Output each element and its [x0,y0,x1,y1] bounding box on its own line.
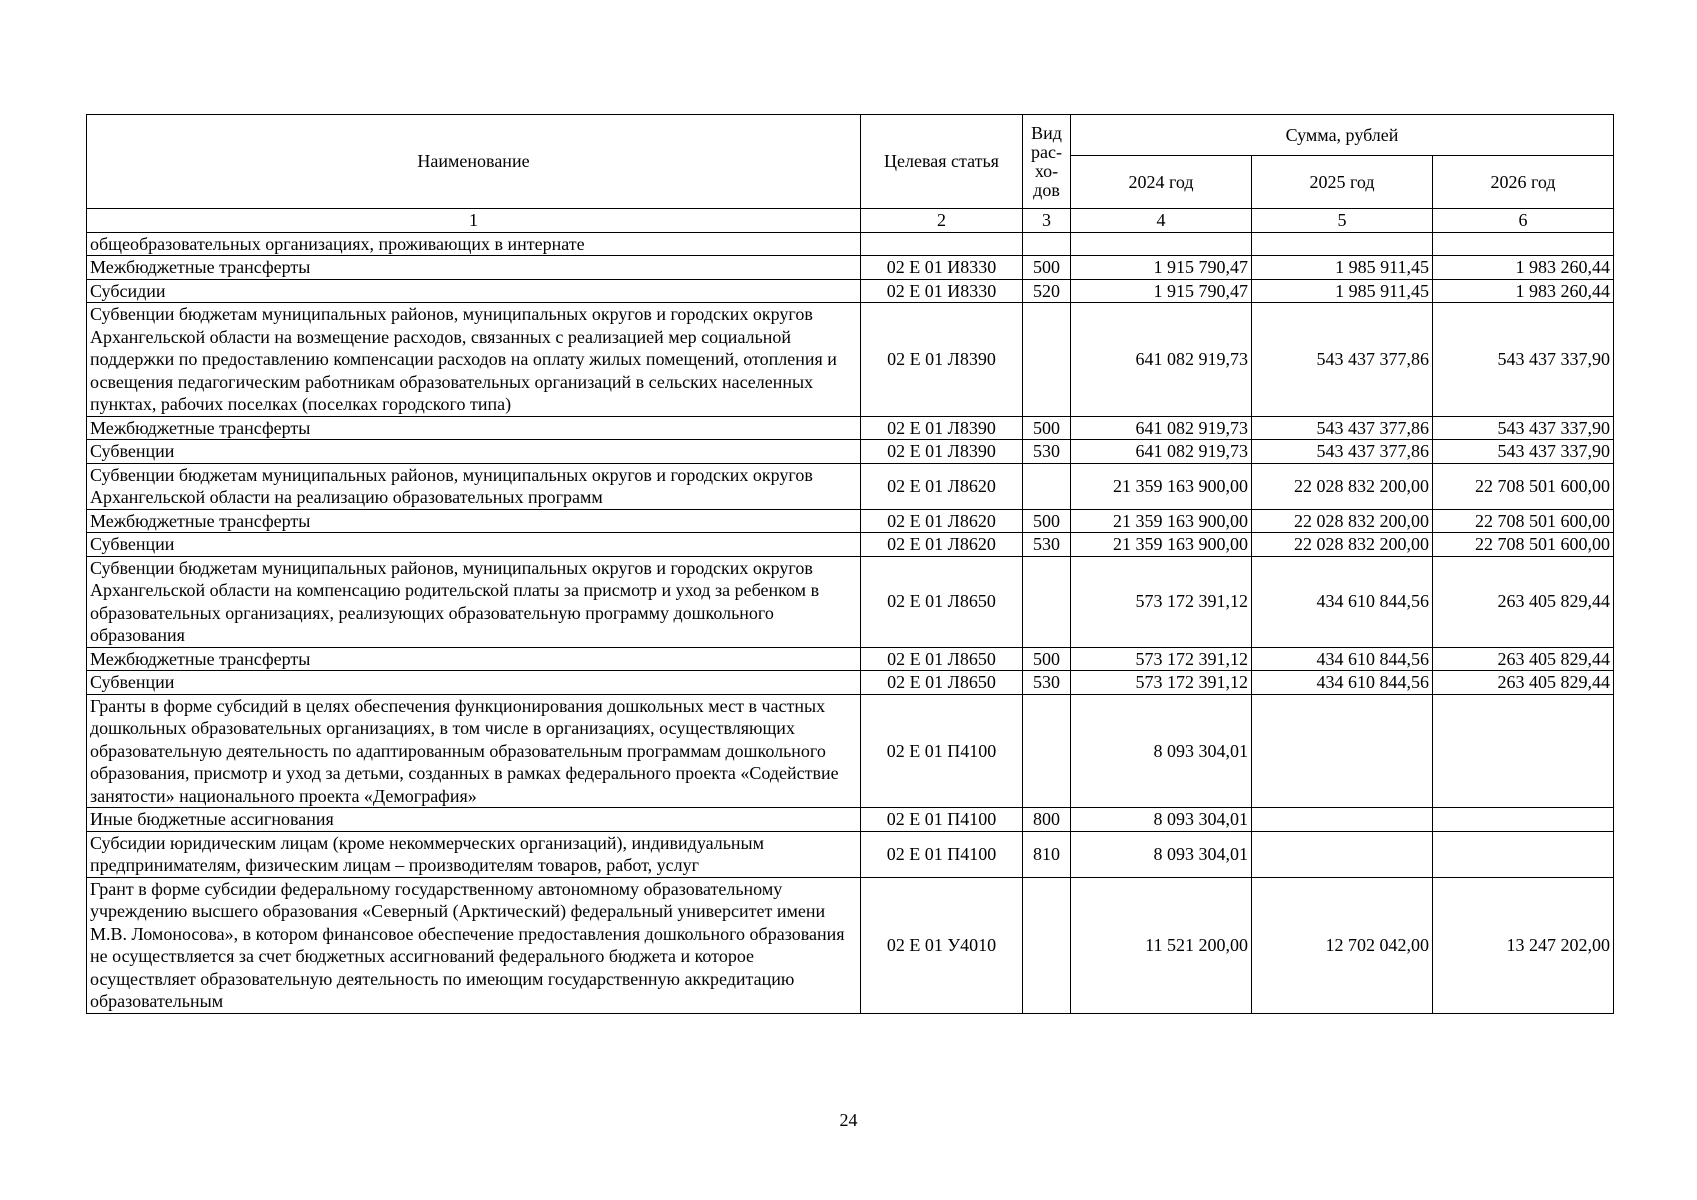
row-article: 02 Е 01 У4010 [861,877,1023,1013]
budget-table [86,114,1614,1014]
row-amount-2025 [1252,232,1433,256]
row-name: Грант в форме субсидии федеральному государственному автономному образовательному учреждению высшего образования «Северный (Арктический) федеральный университет имени М.В. Ломоносова», в котором финансовое обеспечение предоставления дошкольного образования не осуществляется за счет бюджетных ассигнований федерального бюджета и которое осуществляет образовательную деятельность по имеющим государственную аккредитацию образовательным [87,877,861,1013]
row-amount-2025: 543 437 377,86 [1252,440,1433,464]
column-number: 4 [1071,209,1252,233]
row-amount-2024: 8 093 304,01 [1071,831,1252,877]
row-expense-type [1023,556,1071,647]
table-row [87,671,1614,695]
column-number: 3 [1023,209,1071,233]
row-amount-2024: 641 082 919,73 [1071,416,1252,440]
row-article: 02 Е 01 Л8650 [861,556,1023,647]
table-row [87,647,1614,671]
row-name: Субсидии [87,279,861,303]
row-amount-2026 [1433,232,1614,256]
table-row [87,463,1614,509]
row-amount-2025: 434 610 844,56 [1252,671,1433,695]
row-name: Субвенции [87,533,861,557]
row-article: 02 Е 01 Л8390 [861,416,1023,440]
row-name: Гранты в форме субсидий в целях обеспечения функционирования дошкольных мест в частных дошкольных образовательных организациях, в том числе в организациях, осуществляющих образовательную деятельность по адаптированным образовательным программам дошкольного образования, присмотр и уход за детьми, созданных в рамках федерального проекта «Содействие занятости» национального проекта «Демография» [87,694,861,808]
row-amount-2024: 1 915 790,47 [1071,279,1252,303]
row-expense-type: 530 [1023,533,1071,557]
row-amount-2024: 21 359 163 900,00 [1071,533,1252,557]
row-amount-2025: 543 437 377,86 [1252,303,1433,417]
row-amount-2024: 11 521 200,00 [1071,877,1252,1013]
row-amount-2024: 573 172 391,12 [1071,647,1252,671]
column-number: 5 [1252,209,1433,233]
row-article: 02 Е 01 Л8390 [861,440,1023,464]
table-row [87,303,1614,417]
row-name: Субвенции бюджетам муниципальных районов, муниципальных округов и городских округов Архангельской области на компенсацию родительской платы за присмотр и уход за ребенком в образовательных организациях, реализующих образовательную программу дошкольного образования [87,556,861,647]
row-expense-type [1023,463,1071,509]
row-amount-2026: 1 983 260,44 [1433,256,1614,280]
row-amount-2025 [1252,694,1433,808]
row-amount-2025: 22 028 832 200,00 [1252,509,1433,533]
row-amount-2024: 1 915 790,47 [1071,256,1252,280]
row-amount-2025: 12 702 042,00 [1252,877,1433,1013]
row-article: 02 Е 01 Л8620 [861,533,1023,557]
row-expense-type: 530 [1023,440,1071,464]
row-expense-type: 800 [1023,808,1071,832]
row-article: 02 Е 01 П4100 [861,694,1023,808]
table-row [87,694,1614,808]
row-amount-2025 [1252,831,1433,877]
table-row [87,533,1614,557]
row-amount-2024: 641 082 919,73 [1071,303,1252,417]
table-row [87,808,1614,832]
row-amount-2026: 22 708 501 600,00 [1433,509,1614,533]
header-amount-group: Сумма, рублей [1071,115,1614,156]
row-amount-2024: 21 359 163 900,00 [1071,509,1252,533]
row-amount-2026: 22 708 501 600,00 [1433,463,1614,509]
row-amount-2026 [1433,831,1614,877]
table-row [87,440,1614,464]
row-expense-type: 500 [1023,647,1071,671]
row-amount-2025: 434 610 844,56 [1252,647,1433,671]
row-article: 02 Е 01 И8330 [861,256,1023,280]
header-year-2025: 2025 год [1252,156,1433,209]
row-amount-2024: 641 082 919,73 [1071,440,1252,464]
row-name: Субвенции [87,440,861,464]
row-name: Иные бюджетные ассигнования [87,808,861,832]
row-name: общеобразовательных организациях, проживающих в интернате [87,232,861,256]
column-number: 6 [1433,209,1614,233]
row-amount-2026 [1433,694,1614,808]
row-expense-type [1023,303,1071,417]
table-row [87,556,1614,647]
row-expense-type: 520 [1023,279,1071,303]
row-name: Субвенции [87,671,861,695]
row-amount-2026: 263 405 829,44 [1433,556,1614,647]
row-article: 02 Е 01 И8330 [861,279,1023,303]
row-article: 02 Е 01 П4100 [861,808,1023,832]
row-amount-2025: 434 610 844,56 [1252,556,1433,647]
table-row [87,509,1614,533]
row-name: Субвенции бюджетам муниципальных районов, муниципальных округов и городских округов Архангельской области на реализацию образовательных программ [87,463,861,509]
row-expense-type: 500 [1023,416,1071,440]
table-row [87,232,1614,256]
row-amount-2024: 573 172 391,12 [1071,556,1252,647]
row-name: Субвенции бюджетам муниципальных районов, муниципальных округов и городских округов Архангельской области на возмещение расходов, связанных с реализацией мер социальной поддержки по предоставлению компенсации расходов на оплату жилых помещений, отопления и освещения педагогическим работникам образовательных организаций в сельских населенных пунктах, рабочих поселках (поселках городского типа) [87,303,861,417]
row-article: 02 Е 01 Л8650 [861,671,1023,695]
table-row [87,279,1614,303]
table-row [87,256,1614,280]
row-article: 02 Е 01 Л8390 [861,303,1023,417]
row-amount-2024: 8 093 304,01 [1071,694,1252,808]
row-amount-2026: 543 437 337,90 [1433,416,1614,440]
row-amount-2026: 263 405 829,44 [1433,647,1614,671]
row-name: Субсидии юридическим лицам (кроме некоммерческих организаций), индивидуальным предпринимателям, физическим лицам – производителям товаров, работ, услуг [87,831,861,877]
row-name: Межбюджетные трансферты [87,416,861,440]
row-article: 02 Е 01 Л8650 [861,647,1023,671]
table-body [87,232,1614,1013]
header-article: Целевая статья [861,115,1023,209]
table-row [87,831,1614,877]
row-name: Межбюджетные трансферты [87,256,861,280]
row-amount-2025: 543 437 377,86 [1252,416,1433,440]
row-expense-type: 810 [1023,831,1071,877]
row-amount-2024 [1071,232,1252,256]
page-number: 24 [839,1110,858,1130]
row-name: Межбюджетные трансферты [87,647,861,671]
row-expense-type [1023,877,1071,1013]
row-expense-type [1023,694,1071,808]
row-amount-2025: 1 985 911,45 [1252,279,1433,303]
row-amount-2025: 22 028 832 200,00 [1252,463,1433,509]
row-article: 02 Е 01 Л8620 [861,509,1023,533]
row-amount-2024: 8 093 304,01 [1071,808,1252,832]
column-numbers-row [87,209,1614,233]
table-row [87,877,1614,1013]
row-amount-2025 [1252,808,1433,832]
row-amount-2025: 1 985 911,45 [1252,256,1433,280]
column-number: 1 [87,209,861,233]
row-amount-2026: 543 437 337,90 [1433,303,1614,417]
row-amount-2026: 13 247 202,00 [1433,877,1614,1013]
row-amount-2024: 21 359 163 900,00 [1071,463,1252,509]
row-amount-2026: 1 983 260,44 [1433,279,1614,303]
row-amount-2025: 22 028 832 200,00 [1252,533,1433,557]
row-expense-type: 500 [1023,509,1071,533]
row-amount-2026: 543 437 337,90 [1433,440,1614,464]
header-name: Наименование [87,115,861,209]
row-expense-type [1023,232,1071,256]
row-article: 02 Е 01 Л8620 [861,463,1023,509]
row-amount-2026 [1433,808,1614,832]
table-row [87,416,1614,440]
header-year-2026: 2026 год [1433,156,1614,209]
row-expense-type: 500 [1023,256,1071,280]
header-expense-type: Вид рас- хо- дов [1023,115,1071,209]
column-number: 2 [861,209,1023,233]
header-year-2024: 2024 год [1071,156,1252,209]
row-name: Межбюджетные трансферты [87,509,861,533]
row-amount-2024: 573 172 391,12 [1071,671,1252,695]
row-expense-type: 530 [1023,671,1071,695]
row-amount-2026: 22 708 501 600,00 [1433,533,1614,557]
row-article: 02 Е 01 П4100 [861,831,1023,877]
row-article [861,232,1023,256]
row-amount-2026: 263 405 829,44 [1433,671,1614,695]
